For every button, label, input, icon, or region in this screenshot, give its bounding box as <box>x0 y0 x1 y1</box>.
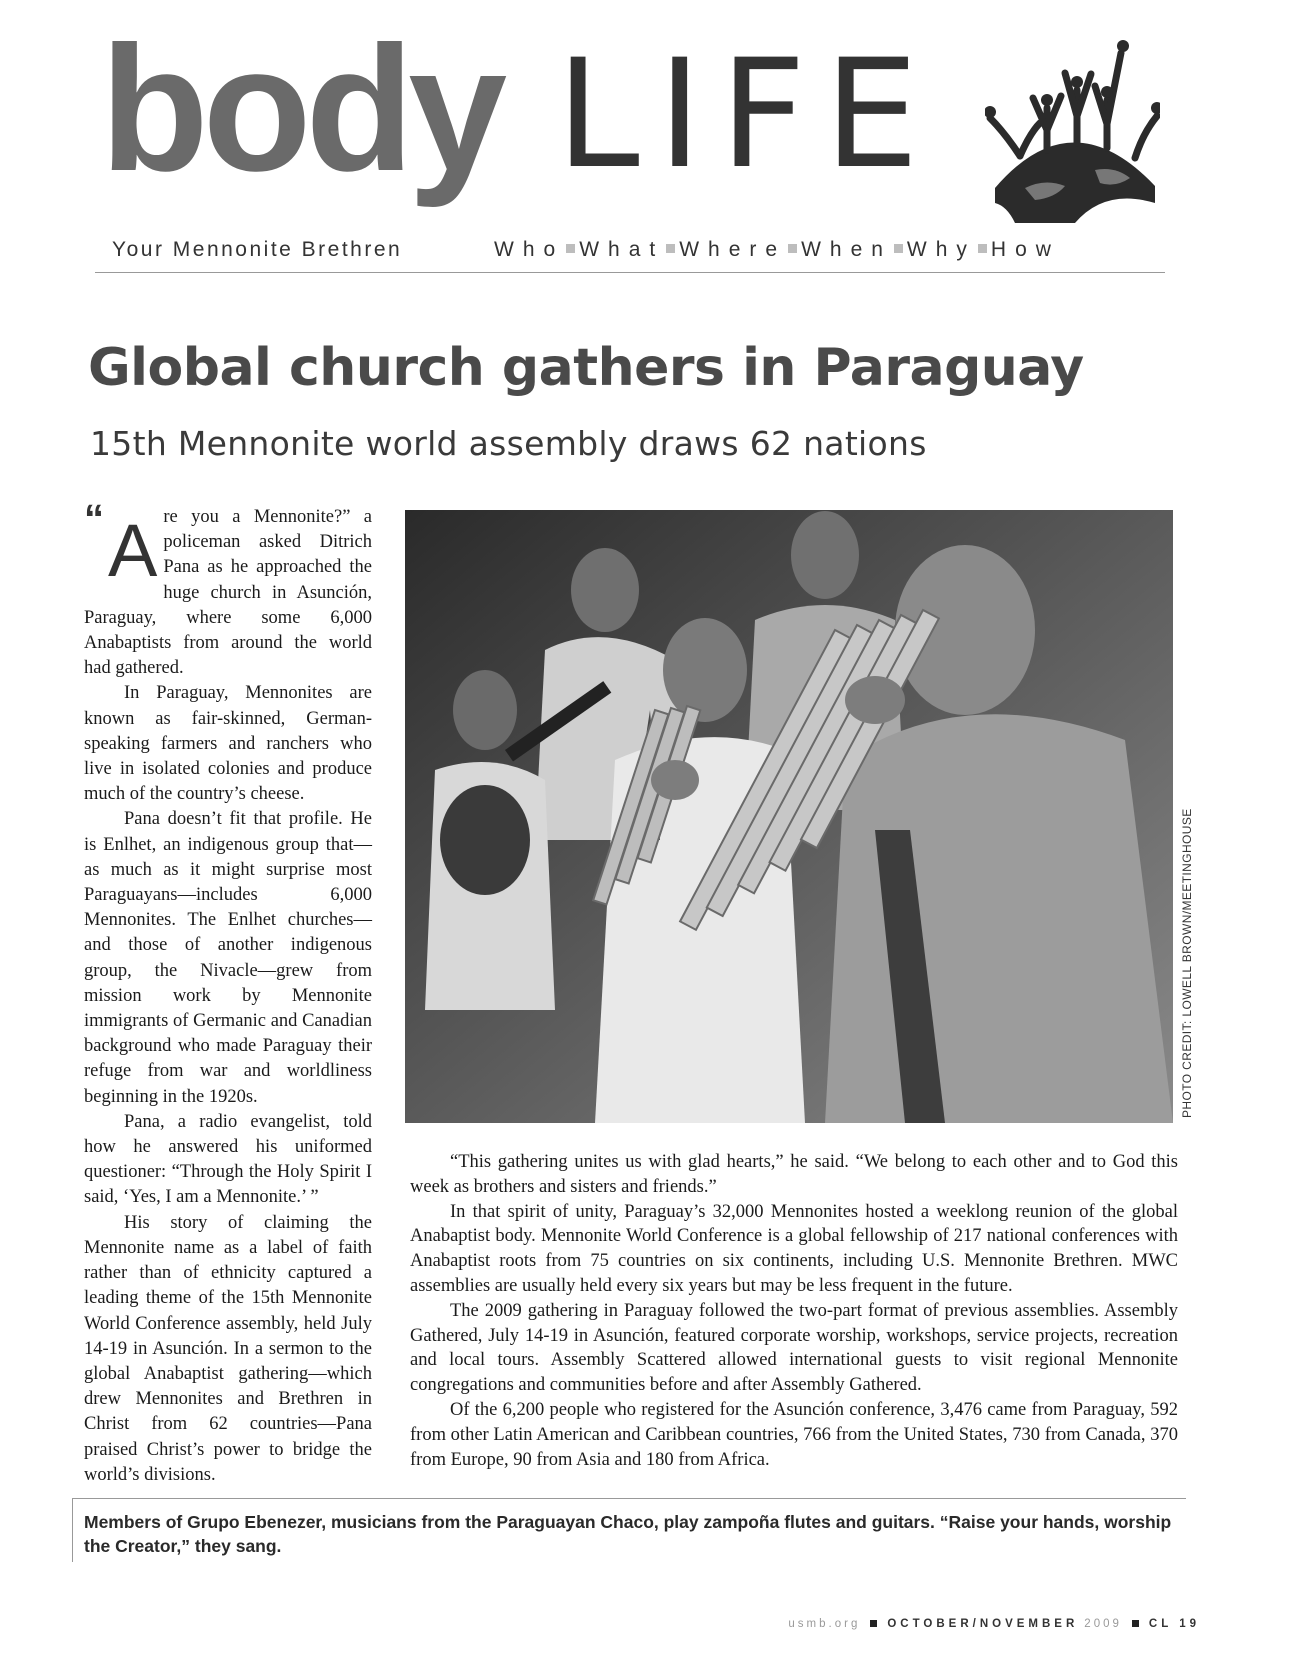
caption-bracket <box>72 1498 73 1562</box>
square-bullet-icon <box>788 244 797 253</box>
footer-site: usmb.org <box>788 1618 861 1630</box>
square-bullet-icon <box>894 244 903 253</box>
logo-body-text: body <box>100 9 502 208</box>
body-paragraph: The 2009 gathering in Paraguay followed the two-part format of previous assemblies. Assembly Gathered, July 14-19 in Asunción, featured corporate worship, workshops, service projects, recreation and local tours. Assembly Scattered allowed international guests to visit regional Mennonite congregations and communities before and after Assembly Gathered. <box>410 1300 1178 1396</box>
photo-caption: Members of Grupo Ebenezer, musicians from the Paraguayan Chaco, play zampoña flutes and guitars. “Raise your hands, worship the Creator,” they sang. <box>84 1512 1172 1556</box>
body-paragraph: His story of claiming the Mennonite name as a label of faith rather than of ethnicity captured a leading theme of the 15th Mennonite World Conference assembly, held July 14-19 in Asunción. In a sermon to the global Anabaptist gathering—which drew Mennonites and Brethren in Christ from 62 countries—Pana praised Christ’s power to bridge the world’s divisions. <box>84 1212 372 1485</box>
drop-cap <box>84 497 158 592</box>
tagline-word: Who <box>494 238 565 261</box>
open-quote-mark: “ <box>84 497 104 541</box>
tagline-word: What <box>579 238 665 261</box>
page-footer <box>788 1618 1200 1630</box>
tagline-word: Why <box>906 238 976 261</box>
body-paragraph: Pana doesn’t fit that profile. He is Enlhet, an indigenous group that—as much as it might surprise most Paraguayans—includes 6,000 Mennonites. The Enlhet churches—and those of another indigenous group, the Nivacle—grew from mission work by Mennonite immigrants of Germanic and Canadian background who made Paraguay their refuge from war and worldliness beginning in the 1920s. <box>84 809 372 1107</box>
footer-issue: OCTOBER/NOVEMBER <box>887 1618 1079 1630</box>
left-column <box>84 497 372 1488</box>
square-bullet-icon <box>1132 1620 1139 1627</box>
square-bullet-icon <box>870 1620 877 1627</box>
square-bullet-icon <box>566 244 575 253</box>
body-paragraph <box>84 497 372 681</box>
body-paragraph: In that spirit of unity, Paraguay’s 32,000 Mennonites hosted a weeklong reunion of the global Anabaptist body. Mennonite World Conference is a global fellowship of 217 national conferences with Anabaptist roots from 75 countries on six continents, including U.S. Mennonite Brethren. MWC assemblies are usually held every six years but may be less frequent in the future. <box>410 1201 1178 1296</box>
article-headline: Global church gathers in Paraguay <box>88 338 1084 398</box>
body-paragraph: Pana, a radio evangelist, told how he answered his uniformed questioner: “Through the Holy Spirit I said, ‘Yes, I am a Mennonite.’ ” <box>84 1111 372 1208</box>
photo-credit: PHOTO CREDIT: LOWELL BROWN/MEETINGHOUSE <box>1180 808 1194 1118</box>
masthead-divider <box>95 272 1165 273</box>
tagline-words <box>494 238 1060 262</box>
square-bullet-icon <box>978 244 987 253</box>
musicians-photo-illustration <box>405 510 1173 1123</box>
tagline-left: Your Mennonite Brethren <box>112 238 403 261</box>
drop-cap-letter: A <box>108 509 158 592</box>
body-paragraph: In Paraguay, Mennonites are known as fair-skinned, German-speaking farmers and ranchers who live in isolated colonies and produce much of the country’s cheese. <box>84 683 372 805</box>
footer-page-number: CL 19 <box>1148 1618 1200 1630</box>
right-column <box>410 1150 1178 1472</box>
logo-life-text: LIFE <box>556 28 937 202</box>
square-bullet-icon <box>666 244 675 253</box>
tagline-word: When <box>801 238 892 261</box>
body-paragraph: “This gathering unites us with glad hearts,” he said. “We belong to each other and to God this week as brothers and sisters and friends.” <box>410 1152 1178 1197</box>
tagline-word: Where <box>679 238 787 261</box>
article-deck: 15th Mennonite world assembly draws 62 nations <box>90 424 927 463</box>
paragraph-text: re you a Mennonite?” a policeman asked Ditrich Pana as he approached the huge church in Asunción, Paraguay, where some 6,000 Anabaptists from around the world had gathered. <box>84 507 372 679</box>
body-paragraph: Of the 6,200 people who registered for the Asunción conference, 3,476 came from Paraguay, 592 from other Latin American and Caribbean countries, 766 from the United States, 730 from Canada, 370 from Europe, 90 from Asia and 180 from Africa. <box>410 1399 1178 1470</box>
masthead <box>0 0 1292 280</box>
caption-divider <box>72 1498 1186 1499</box>
people-on-globe-icon <box>985 38 1160 223</box>
footer-year: 2009 <box>1084 1618 1122 1630</box>
musicians-photo <box>405 510 1173 1123</box>
tagline-word: How <box>990 238 1060 261</box>
